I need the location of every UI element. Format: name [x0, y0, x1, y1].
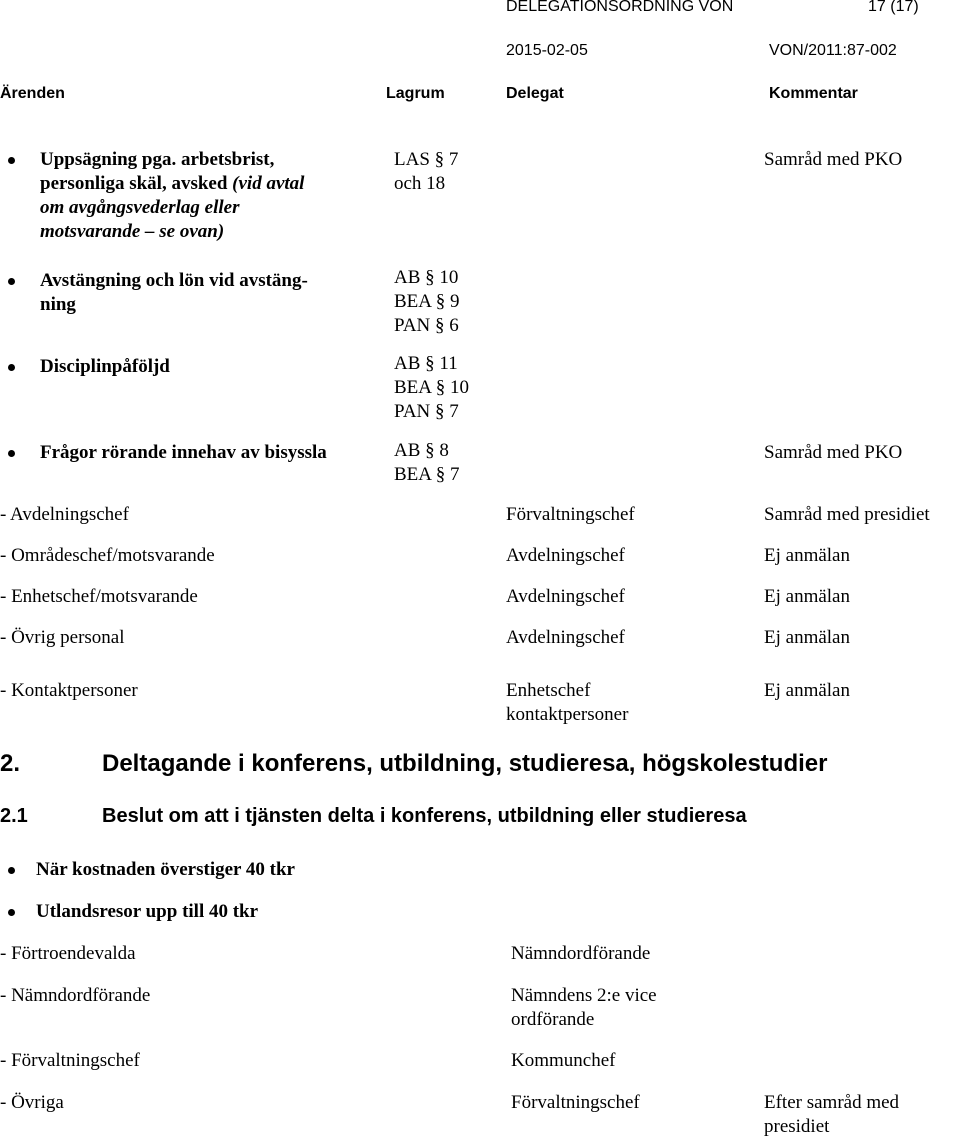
kommentar-cell: Efter samråd med presidiet	[764, 1092, 900, 1137]
column-header-kommentar: Kommentar	[769, 85, 858, 102]
bullet-icon	[8, 867, 15, 874]
role-cell: - Områdeschef/motsvarande	[0, 545, 215, 566]
delegat-cell: Förvaltningschef	[506, 504, 635, 525]
role-cell: - Övriga	[0, 1092, 64, 1113]
item-text-line: om avgångsvederlag eller	[40, 197, 240, 218]
delegat-cell: Nämndens 2:e vice ordförande	[511, 985, 657, 1030]
kommentar-cell: Samråd med PKO	[764, 442, 903, 463]
role-cell: - Förtroendevalda	[0, 943, 136, 964]
role-cell: - Avdelningschef	[0, 504, 129, 525]
kommentar-cell: Samråd med presidiet	[764, 504, 930, 525]
lagrum-cell: AB § 11 BEA § 10 PAN § 7	[394, 353, 469, 422]
list-item	[40, 148, 304, 244]
section-number: 2.	[0, 750, 21, 777]
bullet-icon	[8, 278, 15, 285]
delegat-cell: Kommunchef	[511, 1050, 616, 1071]
page-number: 17 (17)	[868, 0, 919, 15]
kommentar-cell: Ej anmälan	[764, 680, 850, 701]
delegat-cell: Enhetschef kontaktpersoner	[506, 680, 629, 725]
delegat-cell: Avdelningschef	[506, 586, 625, 607]
list-item: Disciplinpåföljd	[40, 356, 170, 377]
kommentar-cell: Ej anmälan	[764, 627, 850, 648]
role-cell: - Kontaktpersoner	[0, 680, 138, 701]
kommentar-cell: Samråd med PKO	[764, 149, 903, 170]
kommentar-cell: Ej anmälan	[764, 545, 850, 566]
document-title: DELEGATIONSORDNING VON	[506, 0, 734, 15]
list-item: Avstängning och lön vid avstäng- ning	[40, 270, 308, 315]
section-heading: Deltagande i konferens, utbildning, studieresa, högskolestudier	[102, 750, 828, 777]
bullet-icon	[8, 909, 15, 916]
delegat-cell: Nämndordförande	[511, 943, 651, 964]
document-date: 2015-02-05	[506, 42, 588, 59]
list-item: Utlandsresor upp till 40 tkr	[36, 901, 259, 922]
list-item: Frågor rörande innehav av bisyssla	[40, 442, 327, 463]
column-header-lagrum: Lagrum	[386, 85, 445, 102]
column-header-delegat: Delegat	[506, 85, 564, 102]
lagrum-cell: AB § 10 BEA § 9 PAN § 6	[394, 267, 460, 336]
delegat-cell: Förvaltningschef	[511, 1092, 640, 1113]
lagrum-cell: LAS § 7 och 18	[394, 149, 459, 194]
role-cell: - Enhetschef/motsvarande	[0, 586, 198, 607]
bullet-icon	[8, 450, 15, 457]
bullet-icon	[8, 364, 15, 371]
column-header-arenden: Ärenden	[0, 85, 65, 102]
document-reference: VON/2011:87-002	[769, 42, 897, 59]
item-text-line: personliga skäl, avsked (vid avtal	[40, 173, 305, 194]
subsection-heading: Beslut om att i tjänsten delta i konferens, utbildning eller studieresa	[102, 805, 747, 827]
item-text-line: motsvarande – se ovan)	[40, 221, 225, 242]
item-text-line: Uppsägning pga. arbetsbrist,	[40, 149, 275, 170]
delegat-cell: Avdelningschef	[506, 627, 625, 648]
lagrum-cell: AB § 8 BEA § 7	[394, 440, 460, 485]
delegat-cell: Avdelningschef	[506, 545, 625, 566]
kommentar-cell: Ej anmälan	[764, 586, 850, 607]
bullet-icon	[8, 157, 15, 164]
list-item: När kostnaden överstiger 40 tkr	[36, 859, 295, 880]
role-cell: - Nämndordförande	[0, 985, 151, 1006]
role-cell: - Förvaltningschef	[0, 1050, 140, 1071]
role-cell: - Övrig personal	[0, 627, 125, 648]
subsection-number: 2.1	[0, 805, 28, 827]
